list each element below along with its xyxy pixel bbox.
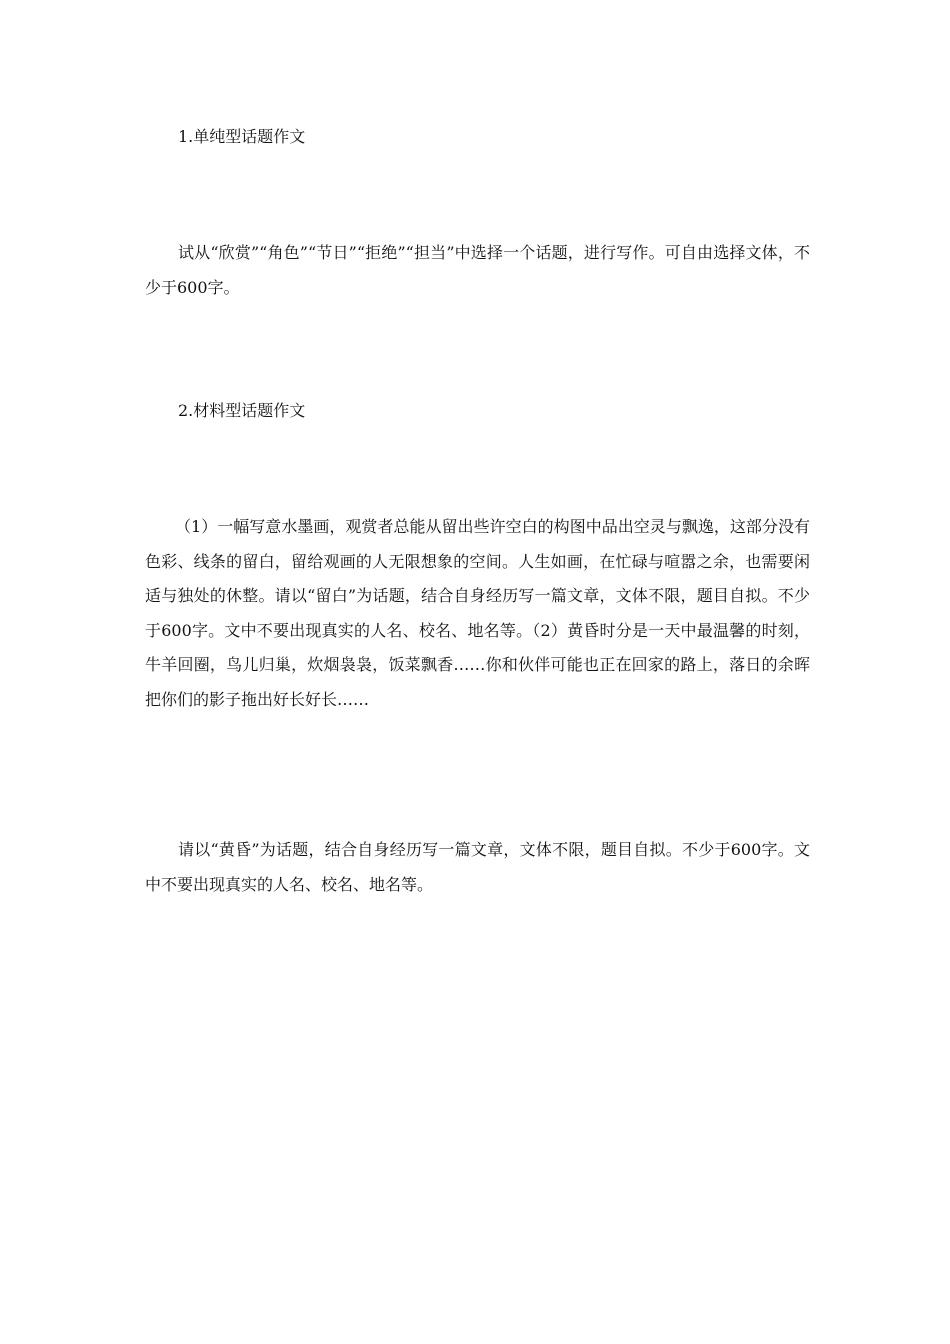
section2-heading: 2.材料型话题作文 [178, 401, 306, 420]
section1-heading: 1.单纯型话题作文 [178, 127, 306, 146]
section2-prompt2: 请以“黄昏”为话题，结合自身经历写一篇文章，文体不限，题目自拟。不少于600字。文中不要出现真实的人名、校名、地名等。 [145, 840, 810, 894]
section2-prompt1: （1）一幅写意水墨画，观赏者总能从留出些许空白的构图中品出空灵与飘逸，这部分没有色彩、线条的留白，留给观画的人无限想象的空间。人生如画，在忙碌与喧嚣之余，也需要闲适与独处的休整。请以“留白”为话题，结合自身经历写一篇文章，文体不限，题目自拟。不少于600字。文中不要出现真实的人名、校名、地名等。（2）黄昏时分是一天中最温馨的时刻，牛羊回圈，鸟儿归巢，炊烟袅袅，饭菜飘香……你和伙伴可能也正在回家的路上，落日的余晖把你们的影子拖出好长好长…… [145, 517, 810, 709]
section1-prompt: 试从“欣赏”“角色”“节日”“拒绝”“担当”中选择一个话题，进行写作。可自由选择文体，不少于600字。 [145, 243, 810, 297]
